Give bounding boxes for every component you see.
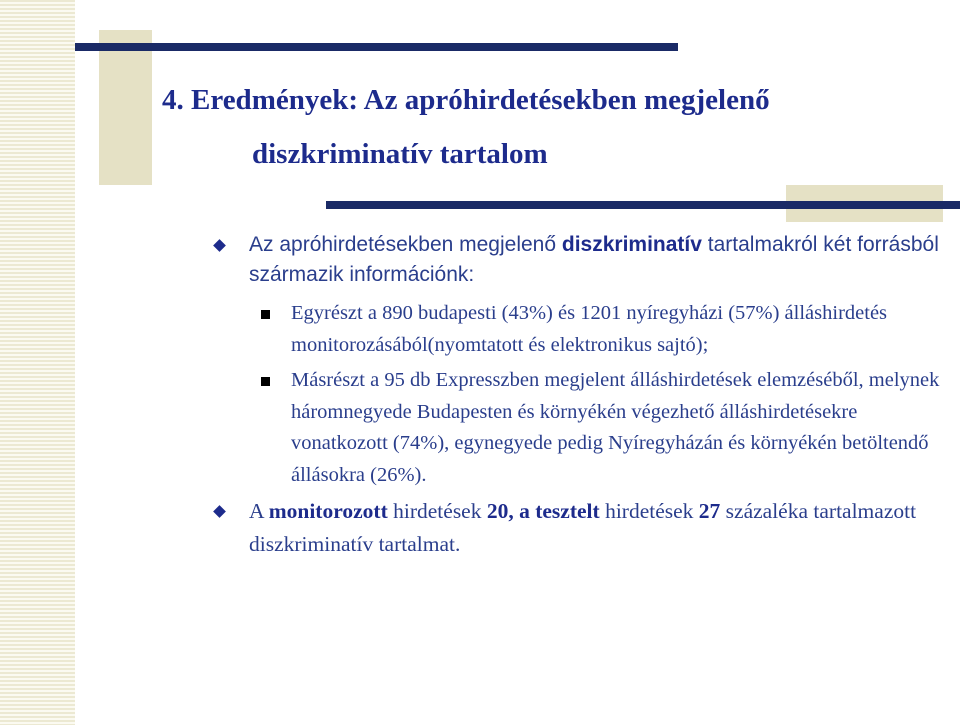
bullet-results-text-1: A [249, 499, 269, 523]
title-line-1: 4. Eredmények: Az apróhirdetésekben megjelenő [162, 84, 770, 116]
title-line-2: diszkriminatív tartalom [252, 138, 548, 170]
bullet-results-bold-3: 27 [698, 499, 721, 523]
sub-bullet-monitoring-text: Egyrészt a 890 budapesti (43%) és 1201 nyíregyházi (57%) álláshirdetés monitorozásából(nyomtatott és elektronikus sajtó); [291, 302, 888, 356]
slide-title [162, 73, 922, 181]
top-accent-block [99, 30, 152, 185]
sub-bullet-expressz [259, 365, 945, 491]
bullet-results-text-2: hirdetések [387, 499, 487, 523]
bullet-sources-text-1: Az apróhirdetésekben megjelenő [249, 233, 562, 256]
bullet-results-bold-1: monitorozott [268, 499, 388, 523]
diamond-bullet-icon [213, 239, 226, 252]
square-bullet-icon [261, 310, 270, 319]
top-rule [75, 43, 678, 51]
sub-bullet-expressz-text: Másrészt a 95 db Expresszben megjelent álláshirdetések elemzéséből, melynek háromnegyede Budapesten és környékén végezhető álláshirdetésekre vonatkozott (74%), egynegyede pedig Nyíregyházán és környékén betöltendő állásokra (26%). [291, 369, 940, 486]
sub-bullet-monitoring [259, 298, 945, 361]
square-bullet-icon [261, 377, 270, 386]
bullet-sources-bold: diszkriminatív [561, 233, 702, 256]
bullet-results-text-4: százaléka tartalmazott diszkriminatív tartalmat. [249, 499, 917, 556]
bullet-results-text-3: hirdetések [599, 499, 699, 523]
diamond-bullet-icon [213, 505, 226, 518]
left-stripe-decoration [0, 0, 75, 725]
bullet-results-bold-2: 20, a tesztelt [486, 499, 600, 523]
slide-content [215, 230, 945, 561]
bullet-sources [215, 230, 945, 290]
bullet-results [215, 495, 945, 561]
middle-rule [326, 201, 960, 209]
sub-bullet-list [215, 298, 945, 491]
bullet-sources-text-2: tartalmakról két forrásból származik információnk: [249, 233, 939, 286]
